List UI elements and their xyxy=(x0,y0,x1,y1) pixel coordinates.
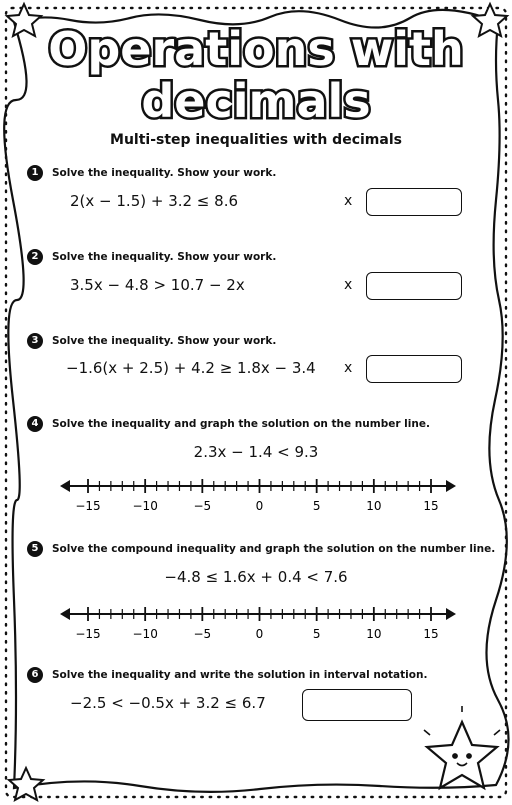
question-1-instruction: Solve the inequality. Show your work. xyxy=(52,167,277,179)
answer-box-1[interactable] xyxy=(366,188,462,216)
question-2-expression: 3.5x − 4.8 > 10.7 − 2x xyxy=(70,276,245,294)
number-line-tick-label: 15 xyxy=(423,627,439,641)
question-6-expression: −2.5 < −0.5x + 3.2 ≤ 6.7 xyxy=(70,694,266,712)
question-3-expression: −1.6(x + 2.5) + 4.2 ≥ 1.8x − 3.4 xyxy=(66,359,316,377)
question-4-instruction: Solve the inequality and graph the solution on the number line. xyxy=(52,418,430,430)
arrow-left-icon xyxy=(60,608,70,620)
question-3-instruction: Solve the inequality. Show your work. xyxy=(52,335,277,347)
arrow-right-icon xyxy=(446,480,456,492)
question-1-expression: 2(x − 1.5) + 3.2 ≤ 8.6 xyxy=(70,192,239,210)
number-line-tick-label: −10 xyxy=(132,499,158,513)
number-line-tick-label: −5 xyxy=(193,627,212,641)
number-line-tick-label: 0 xyxy=(255,627,264,641)
variable-label: x xyxy=(344,360,353,376)
number-line-tick-label: 0 xyxy=(255,499,264,513)
variable-label: x xyxy=(344,277,353,293)
number-line-tick-label: −10 xyxy=(132,627,158,641)
number-line-tick-label: 15 xyxy=(423,499,439,513)
page-title-line-2: decimals xyxy=(141,74,371,128)
number-line-5[interactable] xyxy=(48,600,468,660)
question-number-6: 6 xyxy=(27,667,43,683)
number-line-4[interactable] xyxy=(48,472,468,532)
number-line-tick-label: −15 xyxy=(75,627,101,641)
smiling-star-icon xyxy=(424,706,500,788)
page-subtitle: Multi-step inequalities with decimals xyxy=(110,132,402,148)
question-number-4: 4 xyxy=(27,416,43,432)
question-4-expression: 2.3x − 1.4 < 9.3 xyxy=(193,443,319,461)
arrow-left-icon xyxy=(60,480,70,492)
question-number-1: 1 xyxy=(27,165,43,181)
question-number-2: 2 xyxy=(27,249,43,265)
number-line-tick-label: 10 xyxy=(366,499,382,513)
question-2-instruction: Solve the inequality. Show your work. xyxy=(52,251,277,263)
question-5-instruction: Solve the compound inequality and graph the solution on the number line. xyxy=(52,543,496,555)
number-line-tick-label: 5 xyxy=(312,499,321,513)
answer-box-6[interactable] xyxy=(302,689,412,721)
question-5-expression: −4.8 ≤ 1.6x + 0.4 < 7.6 xyxy=(164,568,348,586)
number-line-tick-label: 10 xyxy=(366,627,382,641)
question-number-3: 3 xyxy=(27,333,43,349)
number-line-tick-label: 5 xyxy=(312,627,321,641)
page-title: Operations with xyxy=(48,22,464,76)
arrow-right-icon xyxy=(446,608,456,620)
number-line-tick-label: −15 xyxy=(75,499,101,513)
question-6-instruction: Solve the inequality and write the solution in interval notation. xyxy=(52,669,428,681)
variable-label: x xyxy=(344,193,353,209)
question-number-5: 5 xyxy=(27,541,43,557)
answer-box-2[interactable] xyxy=(366,272,462,300)
answer-box-3[interactable] xyxy=(366,355,462,383)
number-line-tick-label: −5 xyxy=(193,499,212,513)
